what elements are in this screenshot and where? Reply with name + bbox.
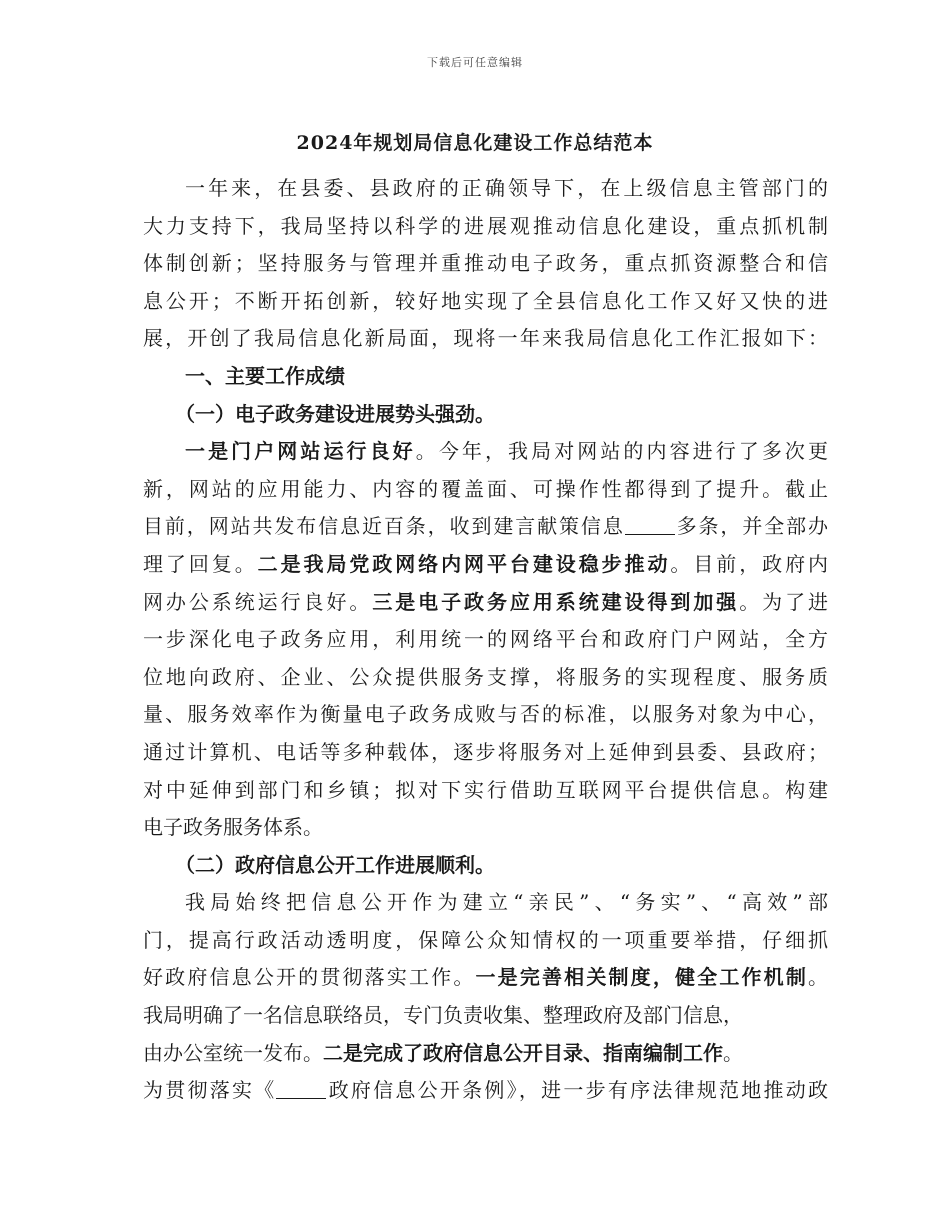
sub1-line-11: 电子政务服务体系。 [143,815,323,840]
sub1-line-10: 对中延伸到部门和乡镇；拟对下实行借助互联网平台提供信息。构建 [143,777,828,802]
sub2-line-6-text-b: 政府信息公开条例》，进一步有序法律规范地推动政 [326,1078,828,1103]
sub1-line-4 [143,546,828,584]
sub1-line-1-text: 。今年，我局对网站的内容进行了多次更 [415,439,828,464]
intro-line-4: 息公开；不断开拓创新，较好地实现了全县信息化工作又好又快的进 [143,288,828,313]
sub2-line-4: 我局明确了一名信息联络员，专门负责收集、整理政府及部门信息， [143,1003,743,1028]
sub2-line-5-text-b: 。 [723,1040,743,1065]
section-heading-main-achievements: 一、主要工作成绩 [185,363,345,388]
sub2-line-6-text-a: 为贯彻落实《 [143,1078,277,1103]
sub2-line-5-text-a: 由办公室统一发布。 [143,1040,323,1065]
intro-line-3: 体制创新；坚持服务与管理并重推动电子政务，重点抓资源整合和信 [143,251,828,276]
sub1-line-8: 量、服务效率作为衡量电子政务成败与否的标准，以服务对象为中心， [143,702,828,727]
sub1-line-5-text-a: 网办公系统运行良好。 [143,589,373,614]
sub1-point-3-bold: 三是电子政务应用系统建设得到加强 [372,589,740,614]
sub1-line-4-text-a: 理了回复。 [143,551,258,576]
intro-line-2: 大力支持下，我局坚持以科学的进展观推动信息化建设，重点抓机制 [143,213,828,238]
sub1-line-3 [143,508,828,546]
sub1-line-7: 位地向政府、企业、公众提供服务支撑，将服务的实现程度、服务质 [143,664,828,689]
sub1-line-5 [143,584,828,622]
sub1-point-2-bold: 二是我局党政网络内网平台建设稳步推动 [257,551,671,576]
sub1-line-3-text-a: 目前，网站共发布信息近百条，收到建言献策信息 [143,514,625,539]
sub1-line-4-text-b: 。目前，政府内 [670,551,828,576]
sub1-line-3-text-b: 多条，并全部办 [674,514,828,539]
sub2-point-2-bold: 二是完成了政府信息公开目录、指南编制工作 [323,1040,723,1065]
sub1-line-2: 新，网站的应用能力、内容的覆盖面、可操作性都得到了提升。截止 [143,476,828,501]
page-header-note: 下载后可任意编辑 [427,56,523,69]
subsection-heading-info-disclosure: （二）政府信息公开工作进展顺利。 [175,852,495,877]
sub2-line-3 [143,959,828,997]
sub2-line-3-text-b: 。 [808,965,828,990]
sub2-line-1: 我局始终把信息公开作为建立“亲民”、“务实”、“高效”部 [185,890,828,915]
sub1-line-6: 一步深化电子政务应用，利用统一的网络平台和政府门户网站，全方 [143,627,828,652]
intro-line-5: 展，开创了我局信息化新局面，现将一年来我局信息化工作汇报如下： [143,326,828,351]
sub1-line-5-text-b: 。为了进 [739,589,828,614]
sub1-line-9: 通过计算机、电话等多种载体，逐步将服务对上延伸到县委、县政府； [143,739,828,764]
document-title: 2024年规划局信息化建设工作总结范本 [296,132,654,154]
subsection-heading-e-government: （一）电子政务建设进展势头强劲。 [175,401,495,426]
sub1-line-1 [143,433,828,471]
sub2-line-2: 门，提高行政活动透明度，保障公众知情权的一项重要举措，仔细抓 [143,927,828,952]
sub2-line-6 [143,1072,828,1110]
sub2-line-3-text-a: 好政府信息公开的贯彻落实工作。 [143,965,476,990]
sub1-point-1-bold: 一是门户网站运行良好 [185,439,416,464]
document-body [143,170,828,1110]
sub2-point-1-bold: 一是完善相关制度，健全工作机制 [475,965,808,990]
intro-line-1: 一年来，在县委、县政府的正确领导下，在上级信息主管部门的 [185,176,828,200]
fill-in-blank [276,1080,326,1099]
sub2-line-5 [143,1035,828,1073]
fill-in-blank [625,516,675,535]
